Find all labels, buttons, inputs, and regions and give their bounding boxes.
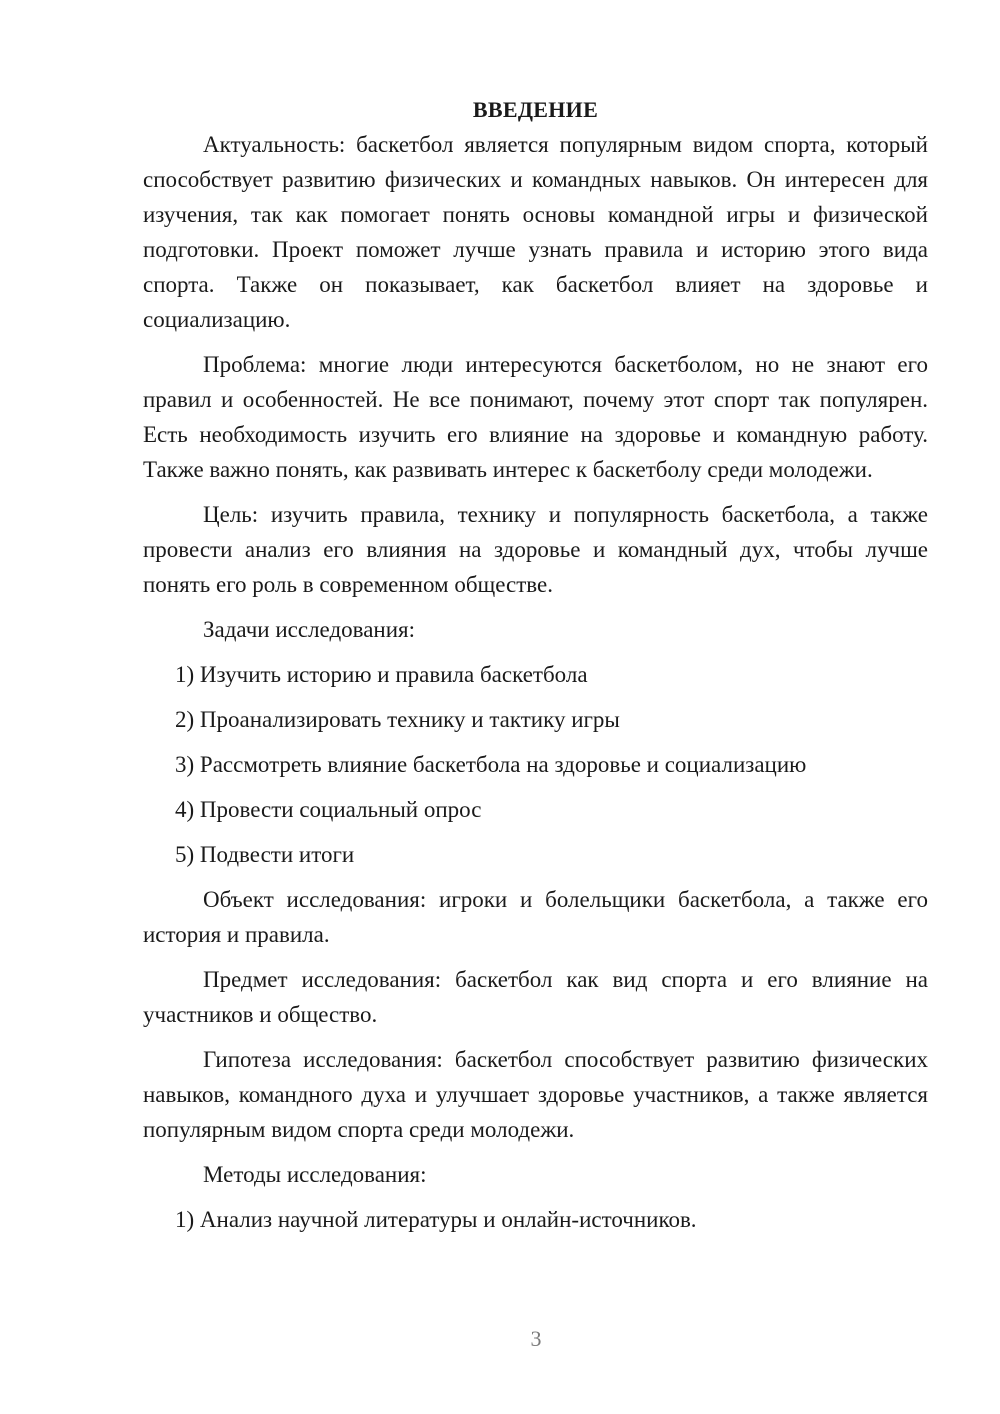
list-item: 4) Провести социальный опрос <box>175 797 482 822</box>
list-item: 5) Подвести итоги <box>175 842 355 867</box>
methods-list <box>143 1202 928 1237</box>
page-number: 3 <box>530 1326 542 1351</box>
list-item: 1) Анализ научной литературы и онлайн-источников. <box>175 1207 697 1232</box>
problem-paragraph: Проблема: многие люди интересуются баскетболом, но не знают его правил и особенностей. Не все понимают, почему этот спорт так популярен. Есть необходимость изучить его влияние на здоровье и командную работу. Также важно понять, как развивать интерес к баскетболу среди молодежи. <box>143 352 928 482</box>
list-item: 1) Изучить историю и правила баскетбола <box>175 662 588 687</box>
subject-paragraph: Предмет исследования: баскетбол как вид спорта и его влияние на участников и общество. <box>143 967 928 1027</box>
list-item: 2) Проанализировать технику и тактику игры <box>175 707 620 732</box>
section-title: ВВЕДЕНИЕ <box>472 97 599 122</box>
relevance-paragraph: Актуальность: баскетбол является популярным видом спорта, который способствует развитию физических и командных навыков. Он интересен для изучения, так как помогает понять основы командной игры и физической подготовки. Проект поможет лучше узнать правила и историю этого вида спорта. Также он показывает, как баскетбол влияет на здоровье и социализацию. <box>143 132 928 332</box>
tasks-heading: Задачи исследования: <box>203 617 416 642</box>
object-paragraph: Объект исследования: игроки и болельщики баскетбола, а также его история и правила. <box>143 887 928 947</box>
list-item: 3) Рассмотреть влияние баскетбола на здоровье и социализацию <box>175 752 807 777</box>
methods-heading: Методы исследования: <box>203 1162 427 1187</box>
tasks-list <box>143 657 928 872</box>
goal-paragraph: Цель: изучить правила, технику и популярность баскетбола, а также провести анализ его влияния на здоровье и командный дух, чтобы лучше понять его роль в современном обществе. <box>143 502 928 597</box>
hypothesis-paragraph: Гипотеза исследования: баскетбол способствует развитию физических навыков, командного духа и улучшает здоровье участников, а также является популярным видом спорта среди молодежи. <box>143 1047 928 1142</box>
document-page <box>143 92 928 1247</box>
